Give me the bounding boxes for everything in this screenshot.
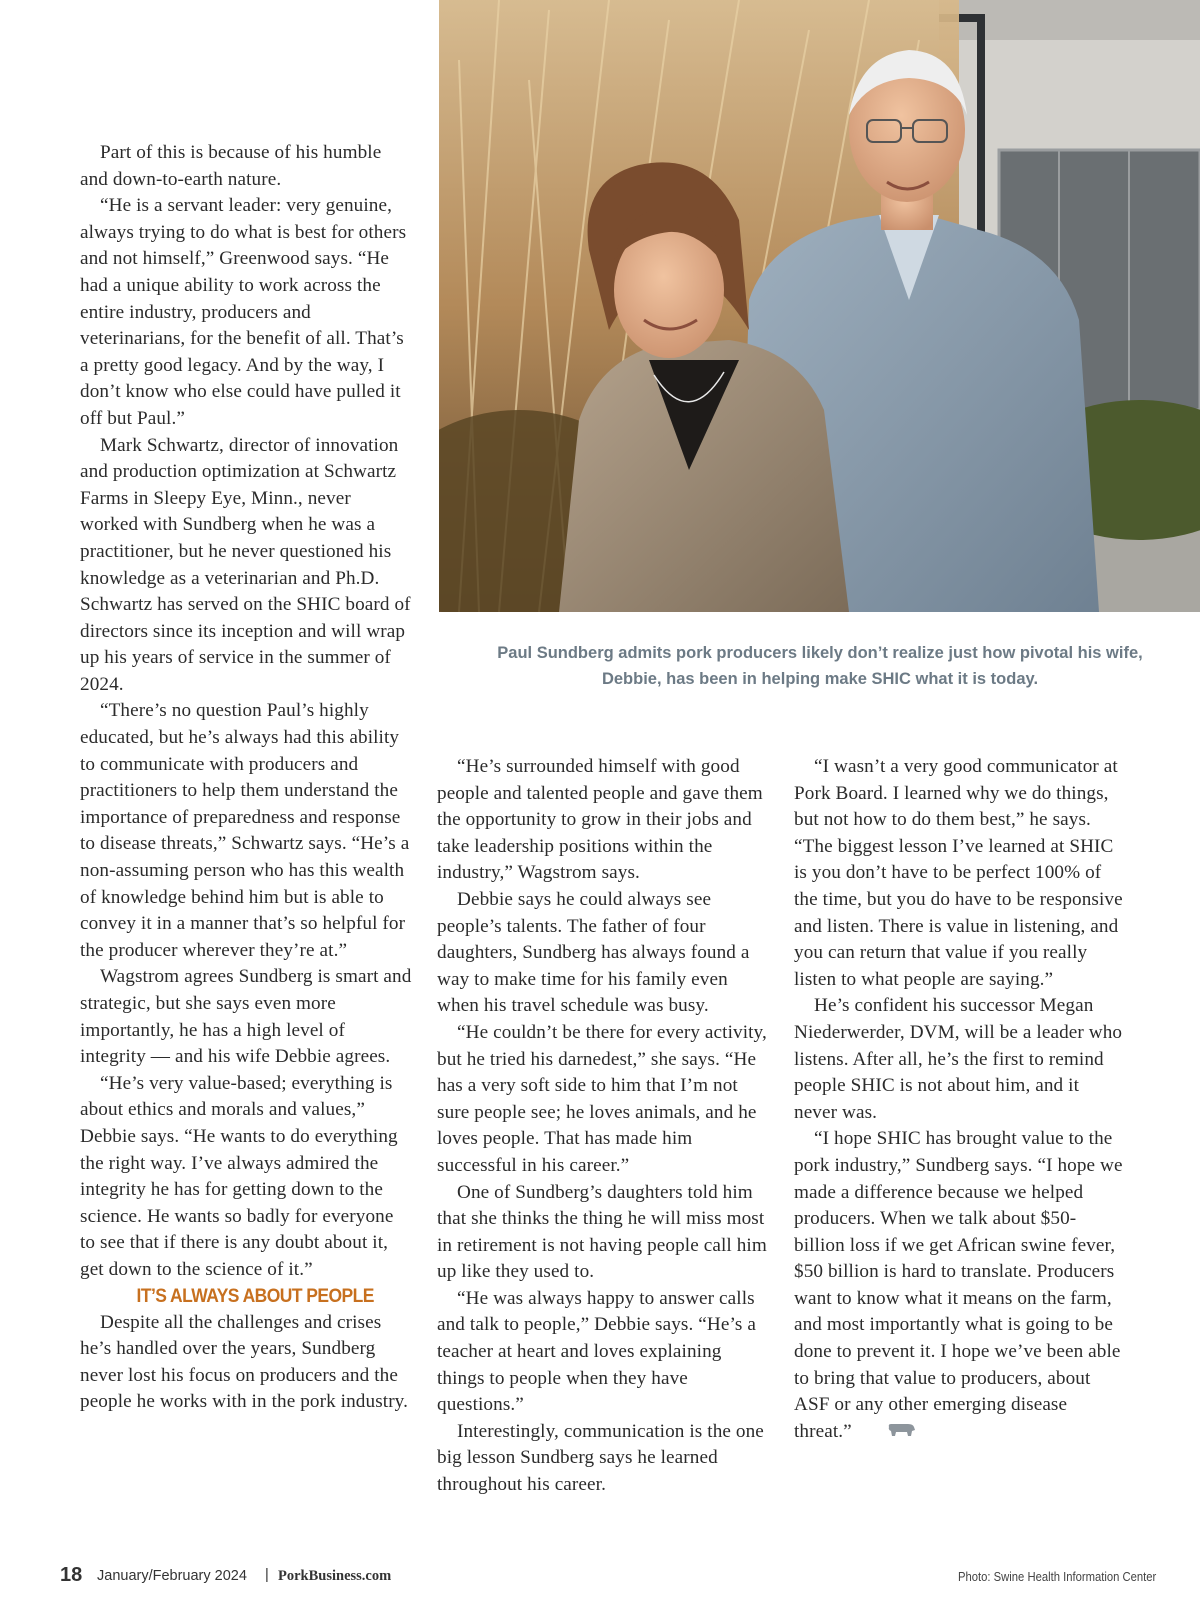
paragraph: “He’s surrounded himself with good people and talented people and gave them the opportunity to grow in their jobs and take leadership positions within the industry,” Wagstrom says. bbox=[437, 756, 763, 884]
website-link[interactable]: PorkBusiness.com bbox=[278, 1568, 392, 1584]
feature-photo bbox=[439, 0, 1200, 612]
section-subhead: IT’S ALWAYS ABOUT PEOPLE bbox=[136, 1285, 374, 1307]
page-footer bbox=[60, 1564, 1156, 1588]
footer-separator: | bbox=[265, 1567, 269, 1583]
paragraph: “He is a servant leader: very genuine, always trying to do what is best for others and not himself,” Greenwood says. “He had a unique ability to work across the entire industry, producers and veterinarians, for the benefit of all. That’s a pretty good legacy. And by the way, I don’t know who else could have pulled it off but Paul.” bbox=[80, 195, 407, 429]
page-number: 18 bbox=[60, 1564, 83, 1586]
paragraph: Despite all the challenges and crises he’s handled over the years, Sundberg never lost his focus on producers and the people he works with in the pork industry. bbox=[80, 1311, 409, 1413]
paragraph: “There’s no question Paul’s highly educated, but he’s always had this ability to communicate with producers and practitioners to help them understand the importance of preparedness and response to disease threats,” Schwartz says. “He’s a non-assuming person who has this wealth of knowledge behind him but is able to convey it in a manner that’s so helpful for the producer wherever they’re at.” bbox=[80, 700, 410, 961]
paragraph-text: “I hope SHIC has brought value to the pork industry,” Sundberg says. “I hope we made a difference because we helped producers. When we talk about $50-billion loss if we get African swine fever, $50 billion is hard to translate. Producers want to know what it means on the farm, and most importantly what is going to be done to prevent it. I hope we’ve been able to bring that value to producers, about ASF or any other emerging disease threat.” bbox=[794, 1128, 1123, 1442]
paragraph: Wagstrom agrees Sundberg is smart and strategic, but she says even more importantly, he has a high level of integrity — and his wife Debbie agrees. bbox=[80, 966, 412, 1068]
paragraph: “He’s very value-based; everything is about ethics and morals and values,” Debbie says. “He wants to do everything the right way. I’ve always admired the integrity he has for getting down to the science. He wants so badly for everyone to see that if there is any doubt about it, get down to the science of it.” bbox=[80, 1072, 398, 1280]
paragraph: “I wasn’t a very good communicator at Pork Board. I learned why we do things, but not how to do them best,” he says. “The biggest lesson I’ve learned at SHIC is you don’t have to be perfect 100% of the time, but you do have to be responsive and listen. There is value in listening, and you can return that value if you really listen to what people are saying.” bbox=[794, 756, 1123, 990]
photo-credit: Photo: Swine Health Information Center bbox=[957, 1570, 1156, 1584]
paragraph: “He couldn’t be there for every activity, but he tried his darnedest,” she says. “He has a very soft side to him that I’m not sure people see; he loves animals, and he loves people. That has made him successful in his career.” bbox=[437, 1021, 767, 1176]
article-column-3 bbox=[794, 754, 1126, 1446]
issue-date: January/February 2024 bbox=[97, 1568, 247, 1584]
paragraph: “He was always happy to answer calls and talk to people,” Debbie says. “He’s a teacher at heart and loves explaining things to people when they have questions.” bbox=[437, 1287, 756, 1416]
couple-photo-illustration bbox=[439, 0, 1200, 612]
paragraph: Debbie says he could always see people’s talents. The father of four daughters, Sundberg has always found a way to make time for his family even when his travel schedule was busy. bbox=[437, 888, 750, 1017]
paragraph: One of Sundberg’s daughters told him that she thinks the thing he will miss most in retirement is not having people call him up like they used to. bbox=[437, 1181, 767, 1283]
article-column-2 bbox=[437, 754, 769, 1499]
pig-icon bbox=[866, 1419, 916, 1446]
photo-caption bbox=[440, 640, 1200, 692]
caption-line-1: Paul Sundberg admits pork producers likely don’t realize just how pivotal his wife, bbox=[497, 644, 1143, 662]
article-column-1 bbox=[80, 140, 412, 1416]
paragraph: Mark Schwartz, director of innovation and production optimization at Schwartz Farms in Sleepy Eye, Minn., never worked with Sundberg when he was a practitioner, but he never questioned his knowledge as a veterinarian and Ph.D. Schwartz has served on the SHIC board of directors since its inception and will wrap up his years of service in the summer of 2024. bbox=[80, 434, 411, 695]
paragraph: Interestingly, communication is the one big lesson Sundberg says he learned throughout his career. bbox=[437, 1420, 764, 1496]
caption-line-2: Debbie, has been in helping make SHIC what it is today. bbox=[601, 670, 1039, 688]
paragraph: He’s confident his successor Megan Niederwerder, DVM, will be a leader who listens. After all, he’s the first to remind people SHIC is not about him, and it never was. bbox=[794, 995, 1123, 1123]
paragraph bbox=[794, 1126, 1126, 1445]
paragraph: Part of this is because of his humble and down-to-earth nature. bbox=[80, 142, 382, 190]
